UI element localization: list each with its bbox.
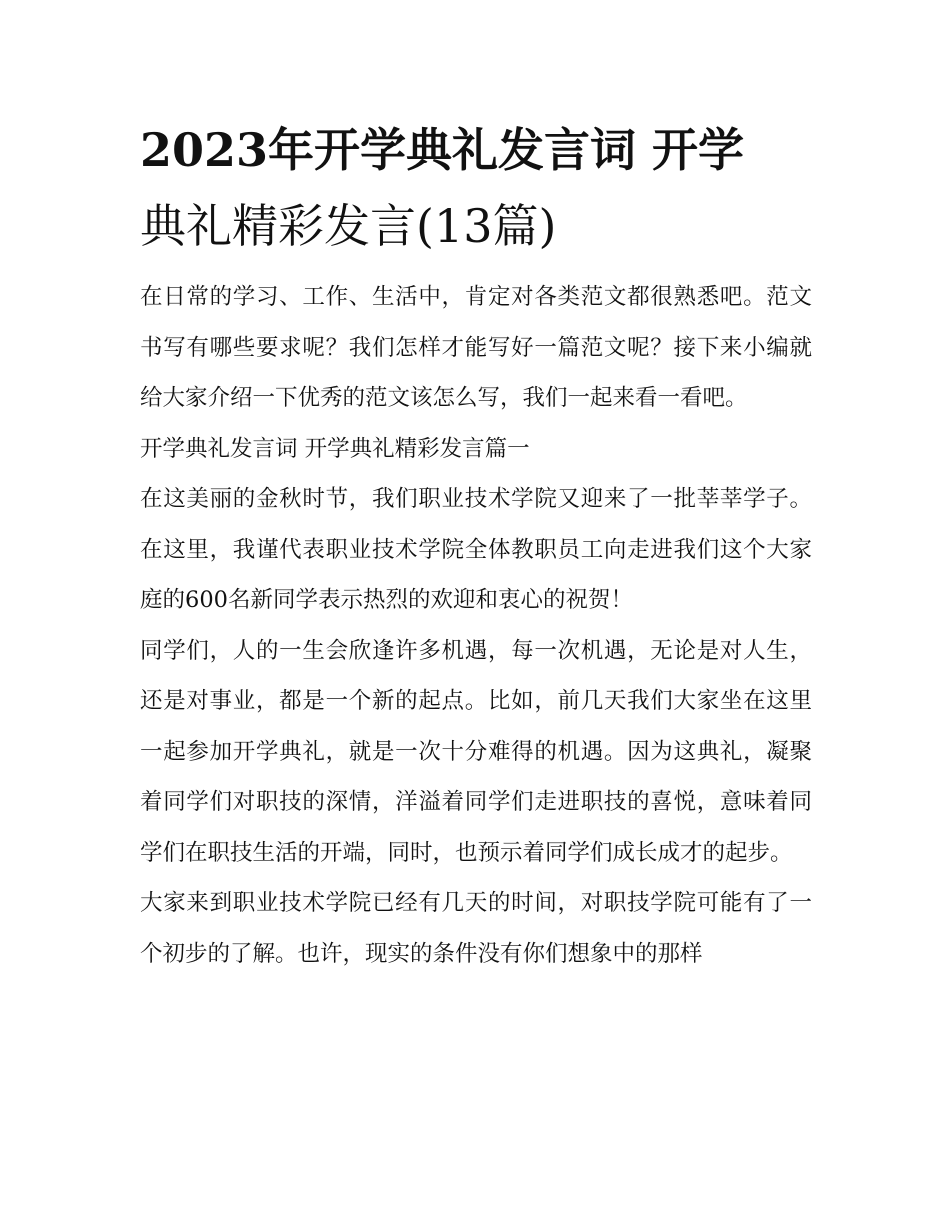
title-line-1: 2023年开学典礼发言词 开学 xyxy=(140,123,745,177)
section-heading: 开学典礼发言词 开学典礼精彩发言篇一 xyxy=(140,435,530,462)
intro-paragraph: 在日常的学习、工作、生活中，肯定对各类范文都很熟悉吧。范文书写有哪些要求呢？我们怎样才能写好一篇范文呢？接下来小编就给大家介绍一下优秀的范文该怎么写，我们一起来看一看吧。 xyxy=(140,284,812,411)
title-line-2: 典礼精彩发言(13篇) xyxy=(140,199,557,253)
document-page xyxy=(140,112,812,979)
document-title xyxy=(140,112,812,264)
body-paragraph-3: 大家来到职业技术学院已经有几天的时间，对职技学院可能有了一个初步的了解。也许，现实的条件没有你们想象中的那样 xyxy=(140,890,812,967)
body-paragraph-2: 同学们，人的一生会欣逢许多机遇，每一次机遇，无论是对人生，还是对事业，都是一个新的起点。比如，前几天我们大家坐在这里一起参加开学典礼，就是一次十分难得的机遇。因为这典礼，凝聚着同学们对职技的深情，洋溢着同学们走进职技的喜悦，意味着同学们在职技生活的开端，同时，也预示着同学们成长成才的起步。 xyxy=(140,637,812,866)
body-paragraph-1: 在这美丽的金秋时节，我们职业技术学院又迎来了一批莘莘学子。在这里，我谨代表职业技术学院全体教职员工向走进我们这个大家庭的600名新同学表示热烈的欢迎和衷心的祝贺！ xyxy=(140,486,812,613)
